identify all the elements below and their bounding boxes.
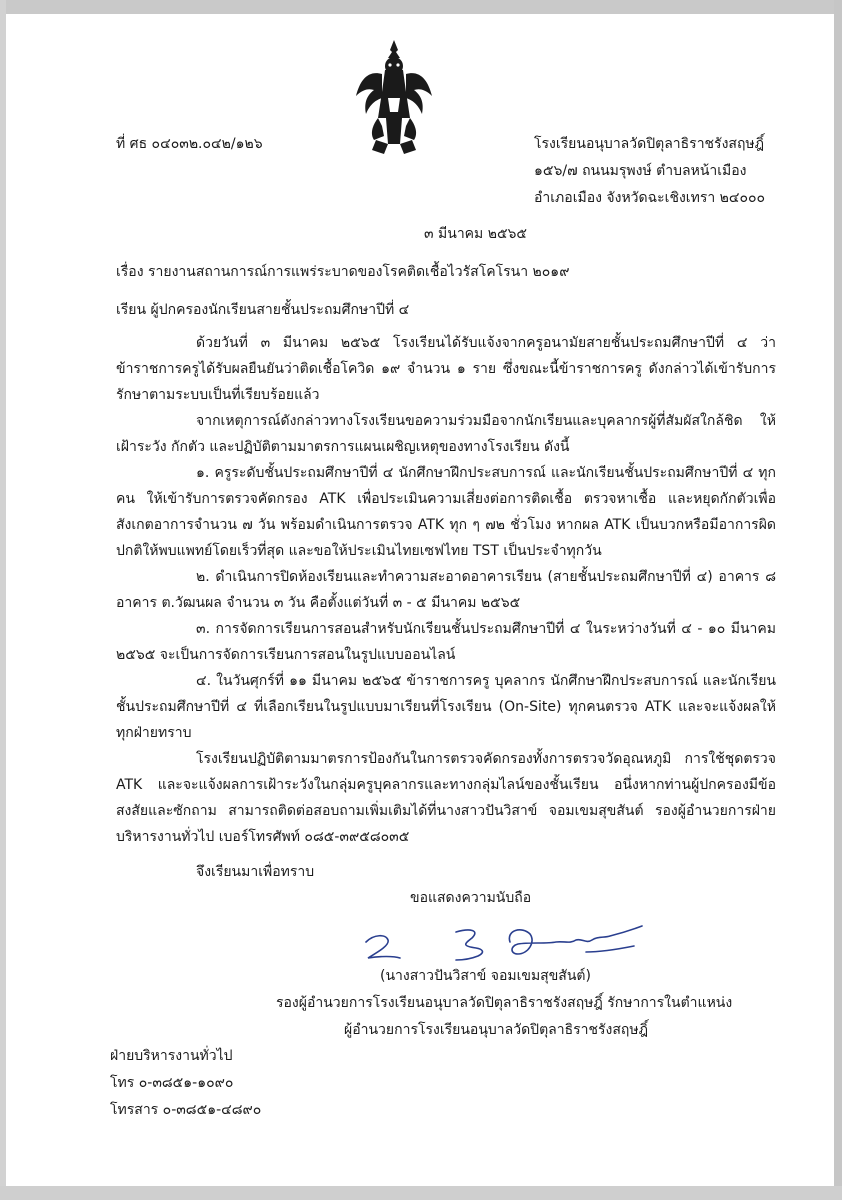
body-paragraph bbox=[116, 564, 776, 616]
paragraph-text: ๑. ครูระดับชั้นประถมศึกษาปีที่ ๔ นักศึกษาฝึกประสบการณ์ และนักเรียนชั้นประถมศึกษาปีที่ ๔ ทุกคน ให้เข้ารับการตรวจคัดกรอง ATK เพื่อประเมินความเสี่ยงต่อการติดเชื้อ ตรวจหาเชื้อ และหยุดกักตัวเพื่อสังเกตอาการจำนวน ๗ วัน พร้อมดำเนินการตรวจ ATK ทุก ๆ ๗๒ ชั่วโมง หากผล ATK เป็นบวกหรือมีอาการผิดปกติให้พบแพทย์โดยเร็วที่สุด และขอให้ประเมินไทยเซฟไทย TST เป็นประจำทุกวัน bbox=[116, 465, 776, 559]
body-paragraph bbox=[116, 616, 776, 668]
scan-border-left bbox=[0, 0, 6, 1200]
handwritten-signature bbox=[360, 916, 650, 970]
issuing-department: ฝ่ายบริหารงานทั่วไป bbox=[110, 1048, 233, 1064]
signer-name: (นางสาวปันวิสาข์ จอมเขมสุขสันต์) bbox=[380, 968, 591, 984]
school-address-line-1: โรงเรียนอนุบาลวัดปิตุลาธิราชรังสฤษฎิ์ bbox=[534, 136, 765, 152]
scan-border-bottom bbox=[0, 1186, 842, 1200]
scan-border-top bbox=[0, 0, 842, 14]
body-paragraph bbox=[116, 460, 776, 564]
paragraph-text: ๔. ในวันศุกร์ที่ ๑๑ มีนาคม ๒๕๖๕ ข้าราชการครู บุคลากร นักศึกษาฝึกประสบการณ์ และนักเรียนชั้นประถมศึกษาปีที่ ๔ ที่เลือกเรียนในรูปแบบมาเรียนที่โรงเรียน (On-Site) ทุกคนตรวจ ATK และจะแจ้งผลให้ทุกฝ่ายทราบ bbox=[116, 673, 776, 741]
paragraph-text: โรงเรียนปฏิบัติตามมาตรการป้องกันในการตรวจคัดกรองทั้งการตรวจวัดอุณหภูมิ การใช้ชุดตรวจ ATK และจะแจ้งผลการเฝ้าระวังในกลุ่มครูบุคลากรและทางกลุ่มไลน์ของชั้นเรียน อนึ่งหากท่านผู้ปกครองมีข้อสงสัยและซักถาม สามารถติดต่อสอบถามเพิ่มเติมได้ที่นางสาวปันวิสาข์ จอมเขมสุขสันต์ รองผู้อำนวยการฝ่ายบริหารงานทั่วไป เบอร์โทรศัพท์ ๐๘๕-๓๙๕๘๐๓๕ bbox=[116, 751, 776, 845]
paragraph-text: จากเหตุการณ์ดังกล่าวทางโรงเรียนขอความร่วมมือจากนักเรียนและบุคลากรผู้ที่สัมผัสใกล้ชิด ให้เฝ้าระวัง กักตัว และปฏิบัติตามมาตรการแผนเผชิญเหตุของทางโรงเรียน ดังนี้ bbox=[116, 413, 776, 455]
regards-text: ขอแสดงความนับถือ bbox=[410, 890, 532, 906]
body-paragraph bbox=[116, 746, 776, 850]
closing-text: จึงเรียนมาเพื่อทราบ bbox=[196, 864, 315, 880]
document-reference-number: ที่ ศธ ๐๔๐๓๒.๐๔๒/๑๒๖ bbox=[116, 136, 263, 152]
document-recipient: เรียน ผู้ปกครองนักเรียนสายชั้นประถมศึกษาปีที่ ๔ bbox=[116, 302, 410, 318]
signer-role-line-2: ผู้อำนวยการโรงเรียนอนุบาลวัดปิตุลาธิราชรังสฤษฎิ์ bbox=[344, 1022, 649, 1038]
document-subject: เรื่อง รายงานสถานการณ์การแพร่ระบาดของโรคติดเชื้อไวรัสโคโรนา ๒๐๑๙ bbox=[116, 264, 570, 280]
body-paragraph bbox=[116, 330, 776, 408]
scan-border-right bbox=[834, 0, 842, 1200]
body-paragraph bbox=[116, 408, 776, 460]
telephone-number: โทร ๐-๓๘๕๑-๑๐๙๐ bbox=[110, 1075, 234, 1091]
garuda-emblem-icon bbox=[354, 40, 434, 156]
signer-role-line-1: รองผู้อำนวยการโรงเรียนอนุบาลวัดปิตุลาธิราชรังสฤษฎิ์ รักษาการในตำแหน่ง bbox=[276, 995, 733, 1011]
paragraph-text: ๒. ดำเนินการปิดห้องเรียนและทำความสะอาดอาคารเรียน (สายชั้นประถมศึกษาปีที่ ๔) อาคาร ๘ อาคาร ต.วัฒนผล จำนวน ๓ วัน คือตั้งแต่วันที่ ๓ - ๕ มีนาคม ๒๕๖๕ bbox=[116, 569, 776, 611]
school-address-line-2: ๑๕๖/๗ ถนนมรุพงษ์ ตำบลหน้าเมือง bbox=[534, 163, 747, 179]
school-address-line-3: อำเภอเมือง จังหวัดฉะเชิงเทรา ๒๔๐๐๐ bbox=[534, 190, 766, 206]
document-date: ๓ มีนาคม ๒๕๖๕ bbox=[424, 226, 528, 242]
paragraph-text: ด้วยวันที่ ๓ มีนาคม ๒๕๖๕ โรงเรียนได้รับแจ้งจากครูอนามัยสายชั้นประถมศึกษาปีที่ ๔ ว่าข้าราชการครูได้รับผลยืนยันว่าติดเชื้อโควิด ๑๙ จำนวน ๑ ราย ซึ่งขณะนี้ข้าราชการครู ดังกล่าวได้เข้ารับการรักษาตามระบบเป็นที่เรียบร้อยแล้ว bbox=[116, 335, 776, 403]
paragraph-text: ๓. การจัดการเรียนการสอนสำหรับนักเรียนชั้นประถมศึกษาปีที่ ๔ ในระหว่างวันที่ ๔ - ๑๐ มีนาคม ๒๕๖๕ จะเป็นการจัดการเรียนการสอนในรูปแบบออนไลน์ bbox=[116, 621, 776, 663]
body-paragraph bbox=[116, 668, 776, 746]
fax-number: โทรสาร ๐-๓๘๕๑-๔๘๙๐ bbox=[110, 1102, 262, 1118]
